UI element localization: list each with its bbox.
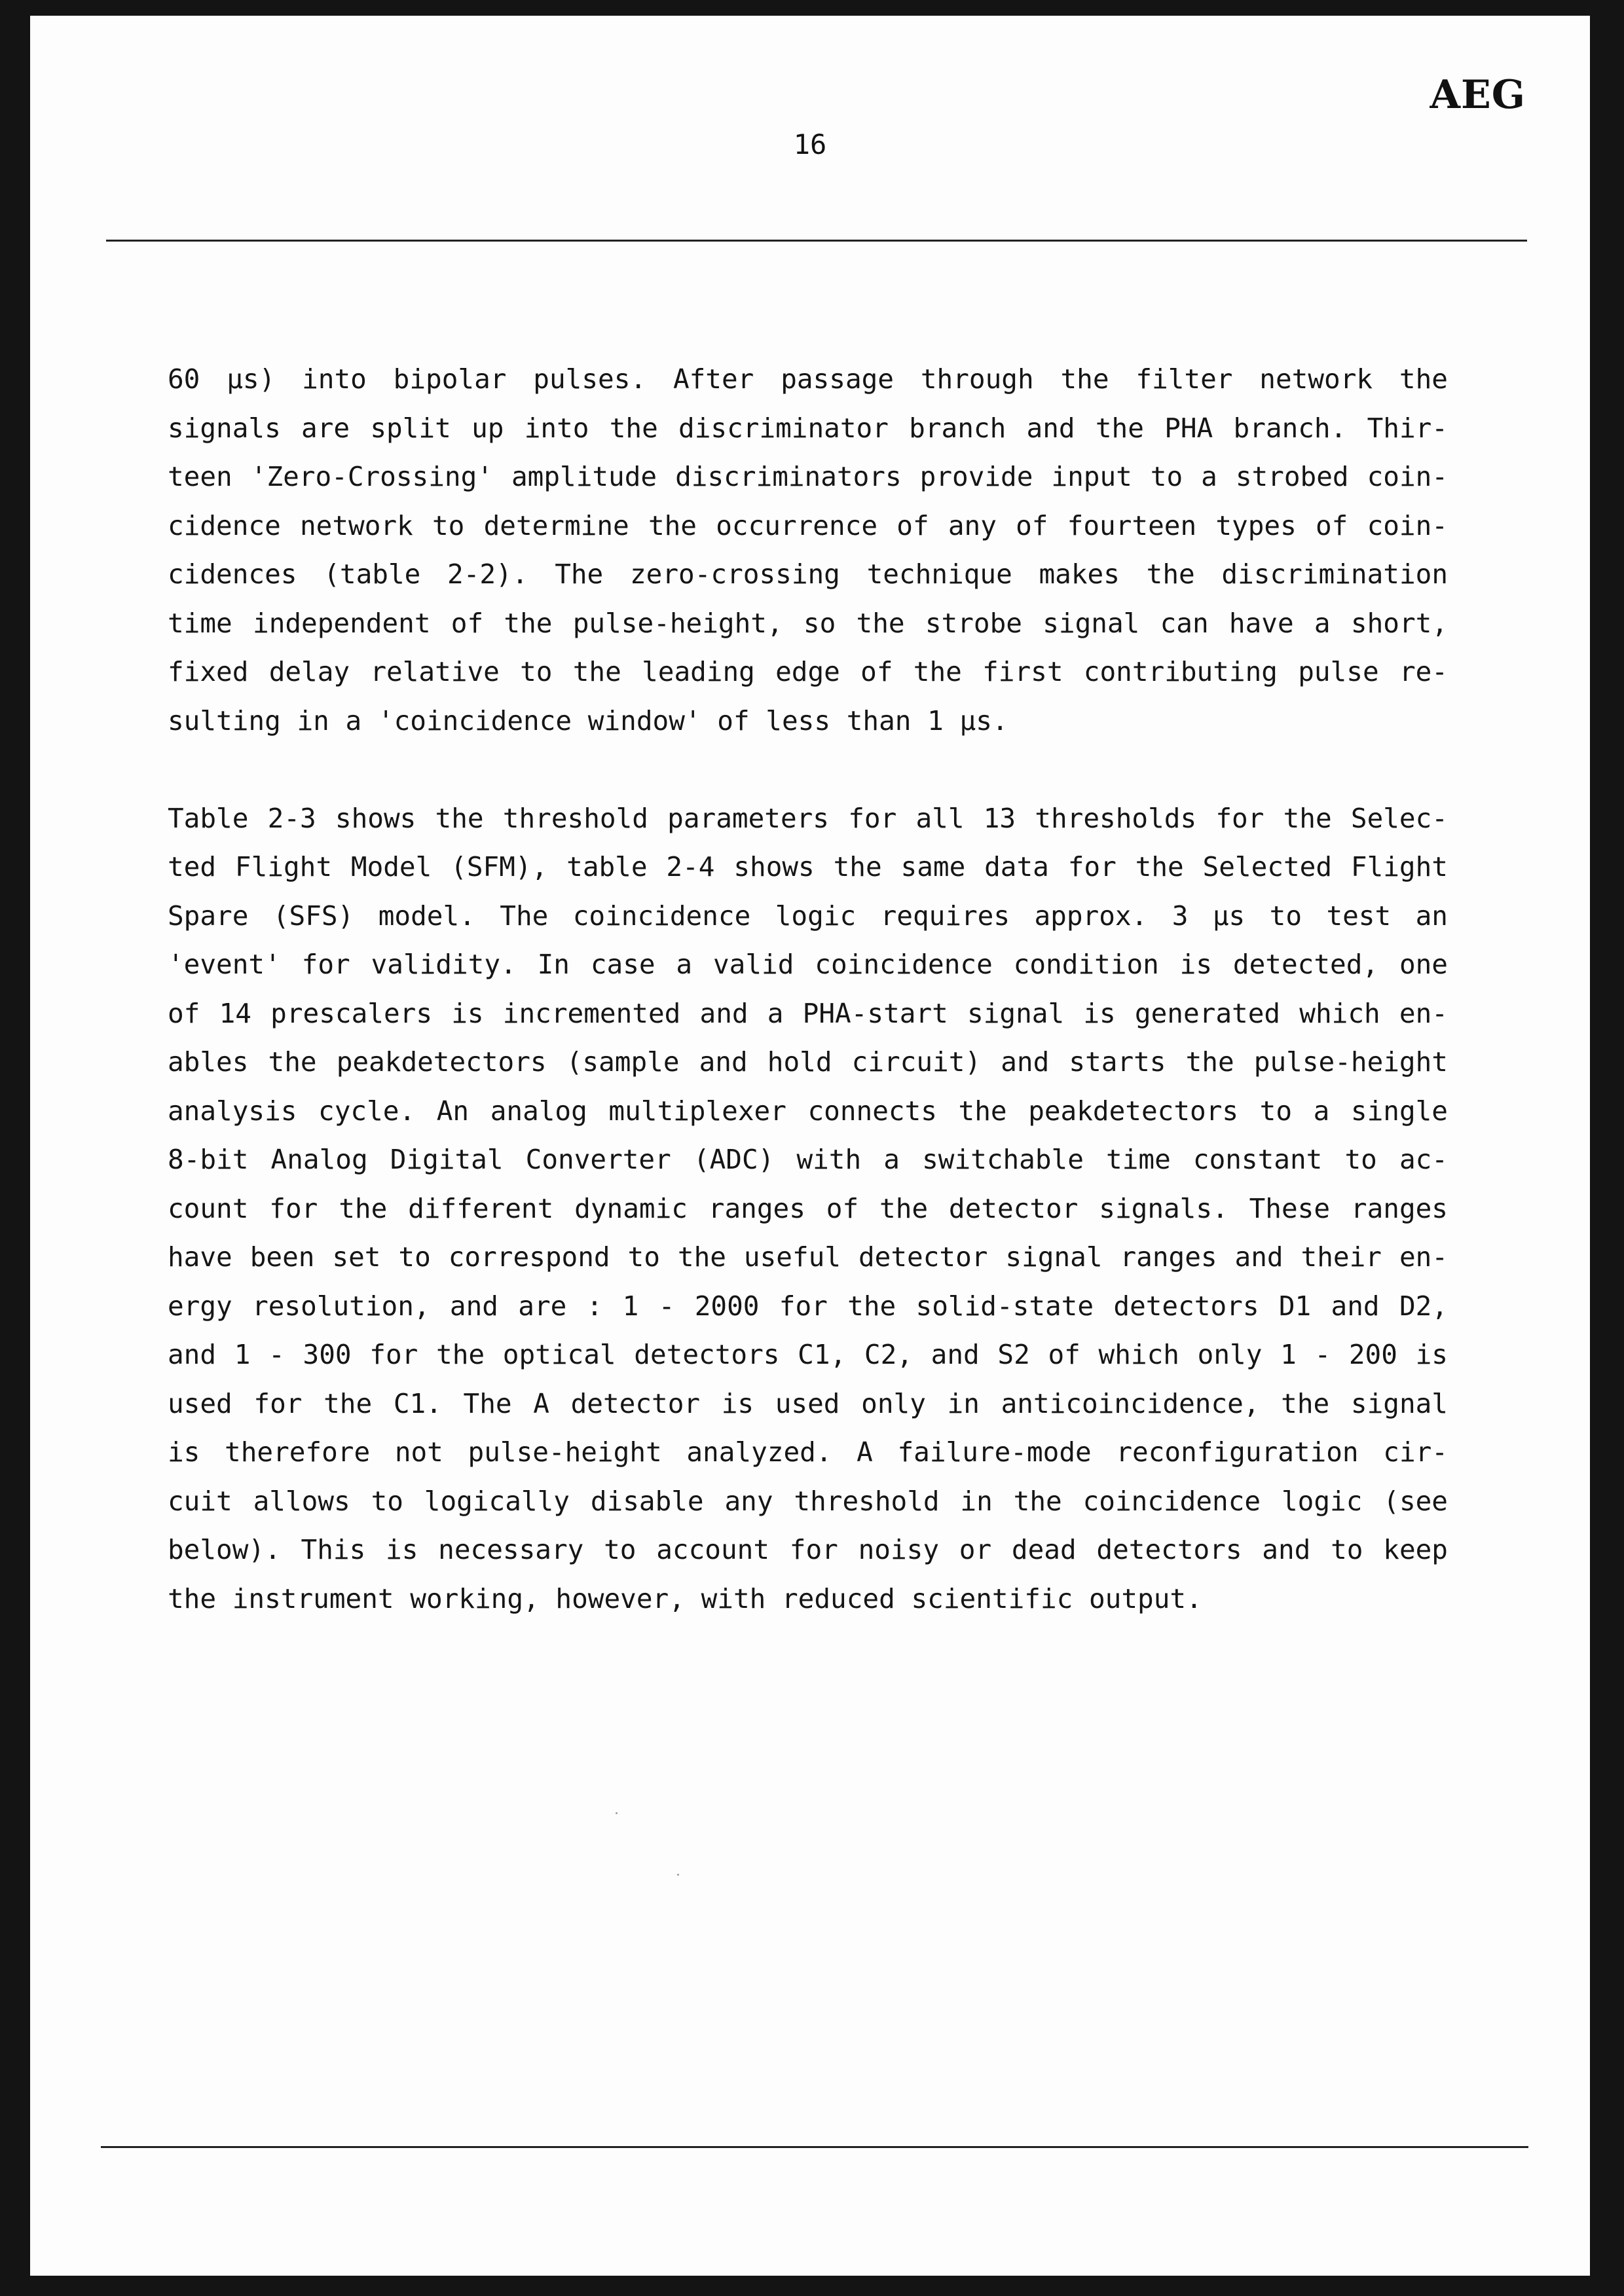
text-line: analysis cycle. An analog multiplexer connects the peakdetectors to a single [168, 1095, 1448, 1127]
text-line: Spare (SFS) model. The coincidence logic requires approx. 3 µs to test an [168, 900, 1448, 932]
text-line: and 1 - 300 for the optical detectors C1, C2, and S2 of which only 1 - 200 is [168, 1339, 1448, 1370]
paragraph-2 [168, 794, 1448, 1624]
text-line: used for the C1. The A detector is used only in anticoincidence, the signal [168, 1387, 1448, 1419]
footer-divider [101, 2146, 1528, 2148]
text-line: cuit allows to logically disable any threshold in the coincidence logic (see [168, 1485, 1448, 1517]
text-line: ergy resolution, and are : 1 - 2000 for the solid-state detectors D1 and D2, [168, 1290, 1448, 1322]
text-line: teen 'Zero-Crossing' amplitude discriminators provide input to a strobed coin- [168, 461, 1448, 492]
text-line: count for the different dynamic ranges of the detector signals. These ranges [168, 1192, 1448, 1224]
text-line: cidences (table 2-2). The zero-crossing technique makes the discrimination [168, 558, 1448, 590]
page-number: 16 [793, 128, 827, 160]
body-text [168, 355, 1448, 1623]
text-line: the instrument working, however, with reduced scientific output. [168, 1582, 1202, 1614]
document-page [30, 16, 1590, 2276]
text-line: of 14 prescalers is incremented and a PHA-start signal is generated which en- [168, 997, 1448, 1029]
text-line: have been set to correspond to the useful detector signal ranges and their en- [168, 1241, 1448, 1273]
text-line: is therefore not pulse-height analyzed. A failure-mode reconfiguration cir- [168, 1436, 1448, 1468]
scan-speck [677, 1874, 679, 1876]
scan-speck [616, 1812, 618, 1814]
text-line: signals are split up into the discriminator branch and the PHA branch. Thir- [168, 412, 1448, 444]
text-line: sulting in a 'coincidence window' of less than 1 µs. [168, 704, 1008, 737]
text-line: below). This is necessary to account for noisy or dead detectors and to keep [168, 1534, 1448, 1565]
text-line: 60 µs) into bipolar pulses. After passage through the filter network the [168, 363, 1448, 395]
header-divider [106, 240, 1527, 242]
text-line: Table 2-3 shows the threshold parameters for all 13 thresholds for the Selec- [168, 802, 1448, 834]
company-logo: AEG [1430, 72, 1526, 118]
paragraph-gap [168, 745, 1448, 794]
paragraph-1 [168, 355, 1448, 745]
text-line: ables the peakdetectors (sample and hold circuit) and starts the pulse-height [168, 1046, 1448, 1078]
text-line: 8-bit Analog Digital Converter (ADC) with a switchable time constant to ac- [168, 1144, 1448, 1175]
text-line: cidence network to determine the occurrence of any of fourteen types of coin- [168, 509, 1448, 541]
text-line: 'event' for validity. In case a valid coincidence condition is detected, one [168, 949, 1448, 980]
text-line: fixed delay relative to the leading edge of the first contributing pulse re- [168, 656, 1448, 687]
text-line: time independent of the pulse-height, so the strobe signal can have a short, [168, 607, 1448, 639]
text-line: ted Flight Model (SFM), table 2-4 shows the same data for the Selected Flight [168, 851, 1448, 883]
